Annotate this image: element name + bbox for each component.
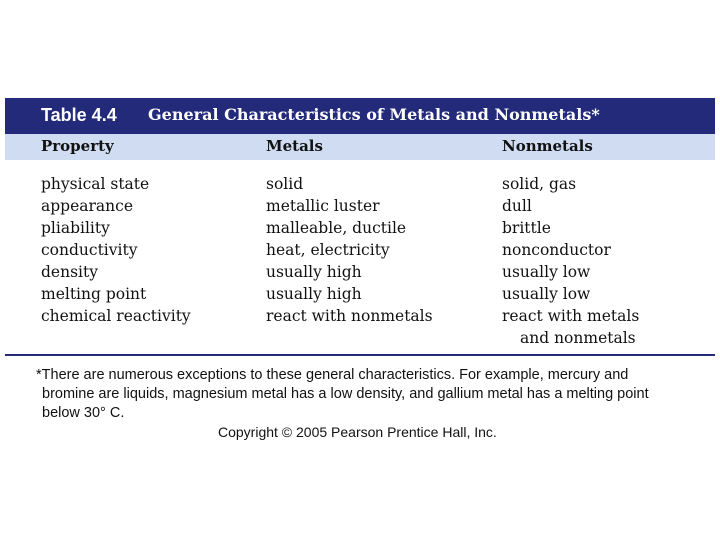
cell-nonmetals: solid, gas xyxy=(502,175,577,193)
column-header-metals: Metals xyxy=(266,137,323,155)
cell-property: chemical reactivity xyxy=(41,307,191,325)
cell-property: pliability xyxy=(41,219,110,237)
cell-nonmetals-continuation: and nonmetals xyxy=(520,329,636,347)
cell-metals: malleable, ductile xyxy=(266,219,407,237)
table-label: Table 4.4 xyxy=(41,105,117,125)
cell-nonmetals: brittle xyxy=(502,219,551,237)
cell-property: physical state xyxy=(41,175,150,193)
table-title-bar xyxy=(5,98,715,134)
cell-metals: heat, electricity xyxy=(266,241,390,259)
column-header-nonmetals: Nonmetals xyxy=(502,137,593,155)
cell-metals: usually high xyxy=(266,285,362,303)
cell-property: melting point xyxy=(41,285,147,303)
cell-nonmetals: react with metals xyxy=(502,307,640,325)
cell-property: density xyxy=(41,263,98,281)
column-header-property: Property xyxy=(41,137,114,155)
footnote-line: bromine are liquids, magnesium metal has a low density, and gallium metal has a melting point xyxy=(42,386,649,402)
table-title: General Characteristics of Metals and Nonmetals* xyxy=(148,105,600,124)
copyright-notice: Copyright © 2005 Pearson Prentice Hall, Inc. xyxy=(218,424,497,440)
cell-metals: react with nonmetals xyxy=(266,307,433,325)
cell-metals: solid xyxy=(266,175,304,193)
footnote xyxy=(36,366,696,423)
table-header-row xyxy=(5,134,715,160)
footnote-line: *There are numerous exceptions to these general characteristics. For example, mercury and xyxy=(36,367,629,383)
cell-property: appearance xyxy=(41,197,133,215)
cell-nonmetals: usually low xyxy=(502,263,591,281)
table-bottom-rule xyxy=(5,354,715,356)
cell-metals: usually high xyxy=(266,263,362,281)
cell-metals: metallic luster xyxy=(266,197,380,215)
cell-nonmetals: nonconductor xyxy=(502,241,611,259)
cell-nonmetals: dull xyxy=(502,197,532,215)
footnote-line: below 30° C. xyxy=(42,405,125,421)
cell-nonmetals: usually low xyxy=(502,285,591,303)
cell-property: conductivity xyxy=(41,241,138,259)
